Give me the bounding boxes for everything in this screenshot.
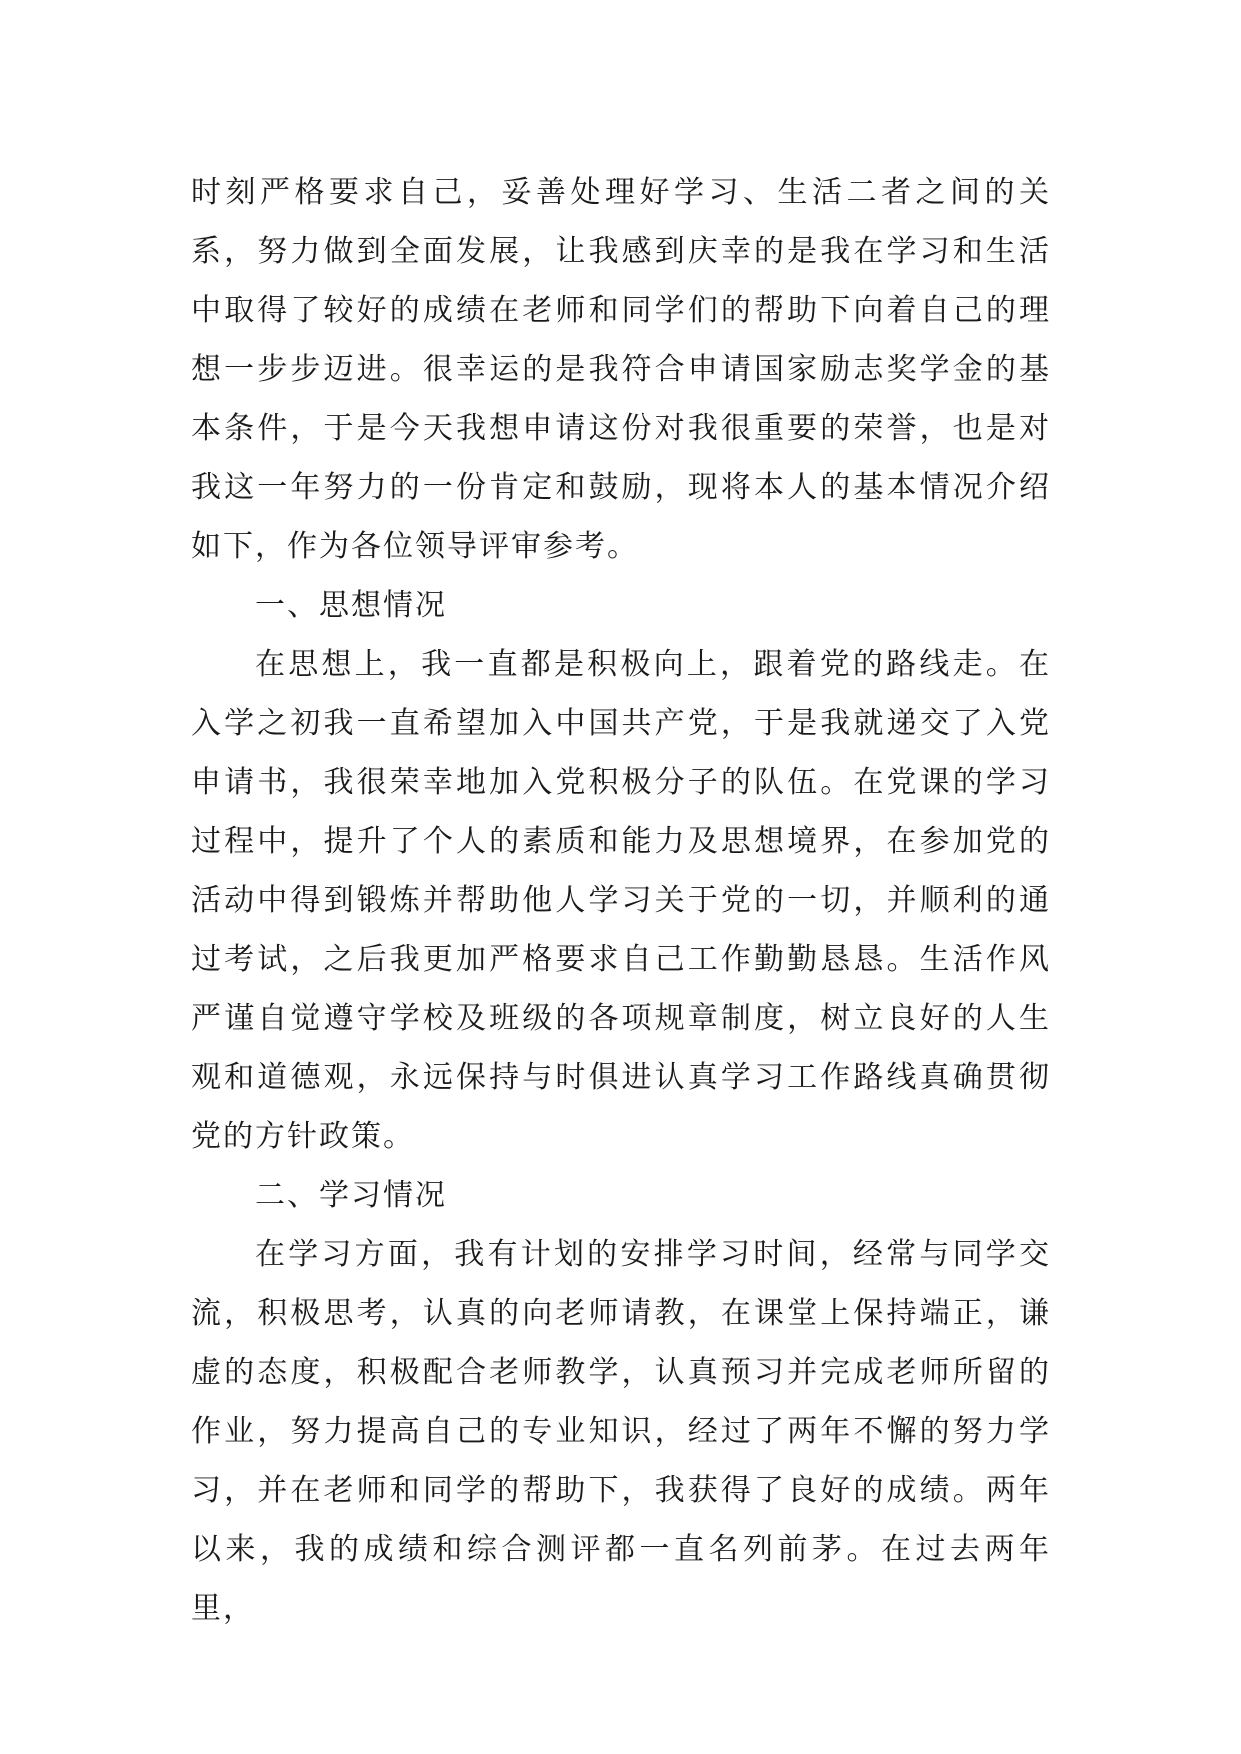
section-heading-thought: 一、思想情况 xyxy=(255,588,447,623)
section-heading-study: 二、学习情况 xyxy=(255,1178,447,1213)
paragraph-thought: 在思想上，我一直都是积极向上，跟着党的路线走。在入学之初我一直希望加入中国共产党，于是我就递交了入党申请书，我很荣幸地加入党积极分子的队伍。在党课的学习过程中，提升了个人的素质和能力及思想境界，在参加党的活动中得到锻炼并帮助他人学习关于党的一切，并顺利的通过考试，之后我更加严格要求自己工作勤勤恳恳。生活作风严谨自觉遵守学校及班级的各项规章制度，树立良好的人生观和道德观，永远保持与时俱进认真学习工作路线真确贯彻党的方针政策。 xyxy=(191,647,1051,1154)
paragraph-study: 在学习方面，我有计划的安排学习时间，经常与同学交流，积极思考，认真的向老师请教，在课堂上保持端正，谦虚的态度，积极配合老师教学，认真预习并完成老师所留的作业，努力提高自己的专业知识，经过了两年不懈的努力学习，并在老师和同学的帮助下，我获得了良好的成绩。两年以来，我的成绩和综合测评都一直名列前茅。在过去两年里， xyxy=(191,1237,1051,1626)
document-body xyxy=(191,163,1051,1638)
paragraph-intro: 时刻严格要求自己，妥善处理好学习、生活二者之间的关系，努力做到全面发展，让我感到庆幸的是我在学习和生活中取得了较好的成绩在老师和同学们的帮助下向着自己的理想一步步迈进。很幸运的是我符合申请国家励志奖学金的基本条件，于是今天我想申请这份对我很重要的荣誉，也是对我这一年努力的一份肯定和鼓励，现将本人的基本情况介绍如下，作为各位领导评审参考。 xyxy=(191,175,1051,564)
